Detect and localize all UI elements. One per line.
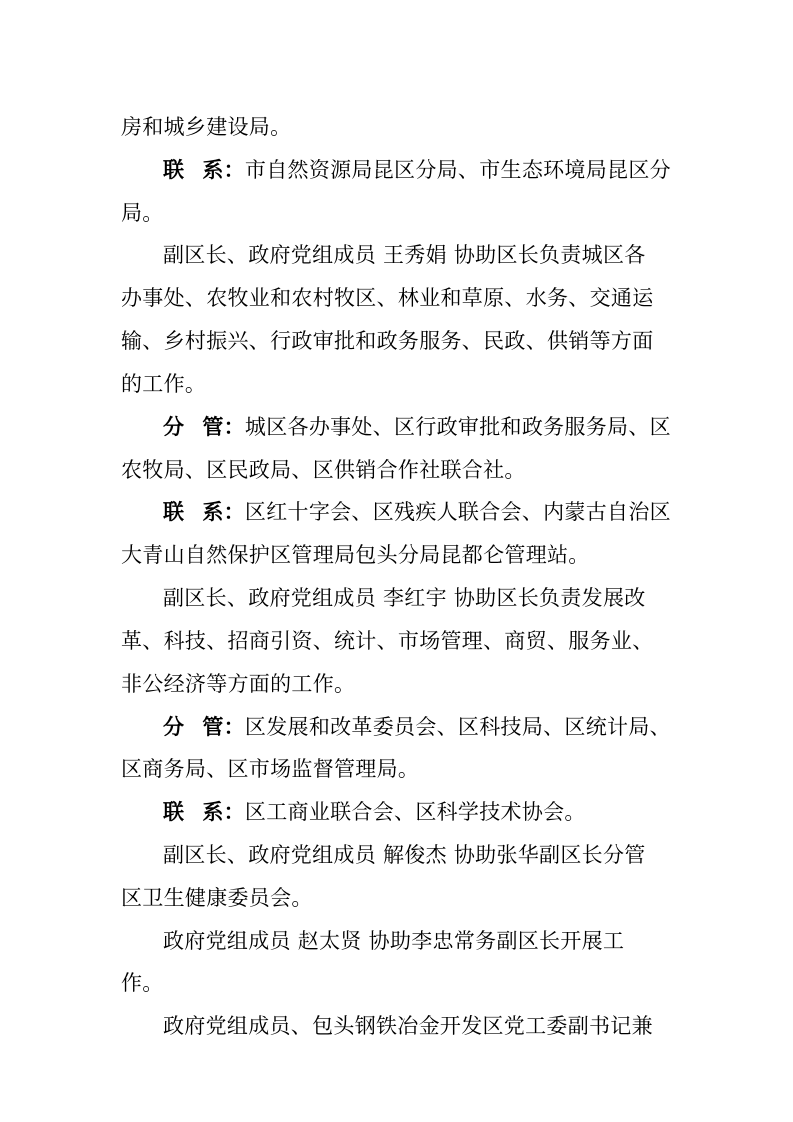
manage-label: 管： <box>202 715 245 739</box>
contact-text: 市自然资源局昆区分局、市生态环境局昆区分 <box>244 158 671 182</box>
text-line: 政府党组成员、包头钢铁冶金开发区党工委副书记兼 <box>163 1014 653 1038</box>
text-line: 副区长、政府党组成员 王秀娟 协助区长负责城区各 <box>163 243 646 267</box>
text-line: 房和城乡建设局。 <box>121 115 292 139</box>
text-line: 革、科技、招商引资、统计、市场管理、商贸、服务业、 <box>121 629 654 653</box>
manage-paragraph <box>163 712 683 742</box>
contact-label: 联 <box>163 158 185 182</box>
text-line: 输、乡村振兴、行政审批和政务服务、民政、供销等方面 <box>121 329 654 353</box>
text-line: 区卫生健康委员会。 <box>121 886 313 910</box>
contact-label: 系： <box>202 158 245 182</box>
manage-label: 分 <box>163 415 185 439</box>
contact-paragraph <box>163 497 683 527</box>
text-line: 非公经济等方面的工作。 <box>121 672 356 696</box>
contact-text: 区红十字会、区残疾人联合会、内蒙古自治区 <box>244 500 671 524</box>
contact-label: 系： <box>202 800 245 824</box>
text-line: 副区长、政府党组成员 李红宇 协助区长负责发展改 <box>163 586 646 610</box>
text-line: 作。 <box>121 971 164 995</box>
contact-paragraph <box>163 155 683 185</box>
contact-text: 区工商业联合会、区科学技术协会。 <box>244 800 586 824</box>
text-line: 的工作。 <box>121 372 207 396</box>
manage-text: 区发展和改革委员会、区科技局、区统计局、 <box>244 715 671 739</box>
manage-label: 管： <box>202 415 245 439</box>
text-line: 区商务局、区市场监督管理局。 <box>121 757 420 781</box>
manage-label: 分 <box>163 715 185 739</box>
text-line: 局。 <box>121 201 164 225</box>
text-line: 农牧局、区民政局、区供销合作社联合社。 <box>121 458 526 482</box>
contact-label: 联 <box>163 800 185 824</box>
contact-paragraph <box>163 797 683 827</box>
manage-paragraph <box>163 412 683 442</box>
contact-label: 联 <box>163 500 185 524</box>
manage-text: 城区各办事处、区行政审批和政务服务局、区 <box>244 415 671 439</box>
text-line: 政府党组成员 赵太贤 协助李忠常务副区长开展工 <box>163 929 625 953</box>
text-line: 办事处、农牧业和农村牧区、林业和草原、水务、交通运 <box>121 286 654 310</box>
text-line: 大青山自然保护区管理局包头分局昆都仑管理站。 <box>121 543 590 567</box>
contact-label: 系： <box>202 500 245 524</box>
text-line: 副区长、政府党组成员 解俊杰 协助张华副区长分管 <box>163 843 646 867</box>
